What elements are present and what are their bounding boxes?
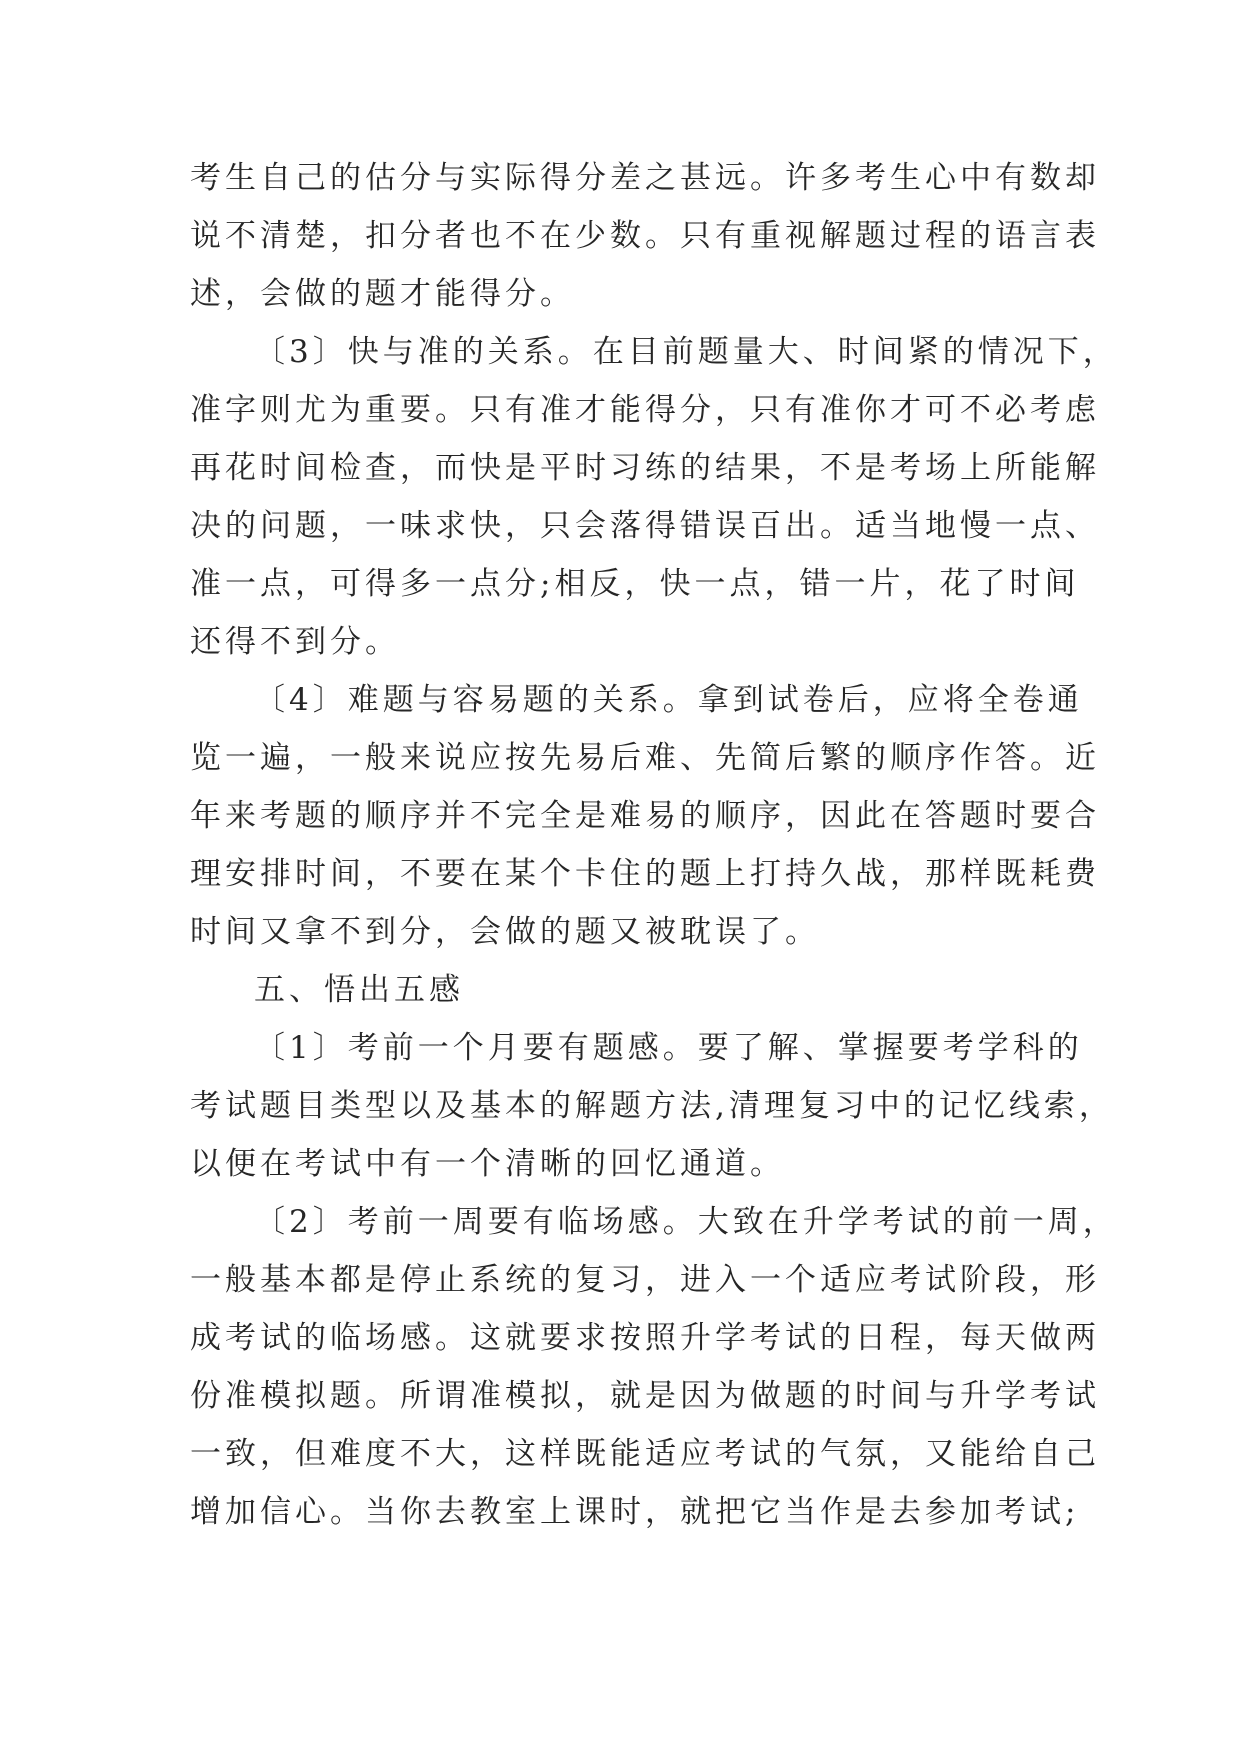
paragraph-line: 〔3〕快与准的关系。在目前题量大、时间紧的情况下，	[254, 334, 1118, 370]
text-line: 份准模拟题。所谓准模拟，就是因为做题的时间与升学考试	[190, 1378, 1100, 1414]
text-line: 览一遍，一般来说应按先易后难、先简后繁的顺序作答。近	[190, 740, 1100, 776]
text-line: 年来考题的顺序并不完全是难易的顺序，因此在答题时要合	[190, 798, 1100, 834]
text-line: 成考试的临场感。这就要求按照升学考试的日程，每天做两	[190, 1320, 1100, 1356]
text-line: 说不清楚，扣分者也不在少数。只有重视解题过程的语言表	[190, 218, 1100, 254]
text-line: 还得不到分。	[190, 624, 400, 660]
text-line: 一般基本都是停止系统的复习，进入一个适应考试阶段，形	[190, 1262, 1100, 1298]
text-line: 增加信心。当你去教室上课时，就把它当作是去参加考试;	[190, 1494, 1080, 1530]
text-line: 考试题目类型以及基本的解题方法,清理复习中的记忆线索，	[190, 1088, 1114, 1124]
text-line: 一致，但难度不大，这样既能适应考试的气氛，又能给自己	[190, 1436, 1100, 1472]
paragraph-line: 〔4〕难题与容易题的关系。拿到试卷后，应将全卷通	[254, 682, 1083, 718]
text-line: 决的问题，一味求快，只会落得错误百出。适当地慢一点、	[190, 508, 1100, 544]
paragraph-line: 〔2〕考前一周要有临场感。大致在升学考试的前一周，	[254, 1204, 1118, 1240]
text-line: 理安排时间，不要在某个卡住的题上打持久战，那样既耗费	[190, 856, 1100, 892]
text-line: 考生自己的估分与实际得分差之甚远。许多考生心中有数却	[190, 160, 1100, 196]
text-line: 再花时间检查，而快是平时习练的结果，不是考场上所能解	[190, 450, 1100, 486]
text-line: 时间又拿不到分，会做的题又被耽误了。	[190, 914, 820, 950]
text-line: 准字则尤为重要。只有准才能得分，只有准你才可不必考虑	[190, 392, 1100, 428]
text-line: 准一点，可得多一点分;相反，快一点，错一片，花了时间	[190, 566, 1080, 602]
paragraph-line: 〔1〕考前一个月要有题感。要了解、掌握要考学科的	[254, 1030, 1083, 1066]
text-line: 以便在考试中有一个清晰的回忆通道。	[190, 1146, 785, 1182]
text-line: 述，会做的题才能得分。	[190, 276, 575, 312]
section-heading: 五、悟出五感	[254, 972, 464, 1008]
